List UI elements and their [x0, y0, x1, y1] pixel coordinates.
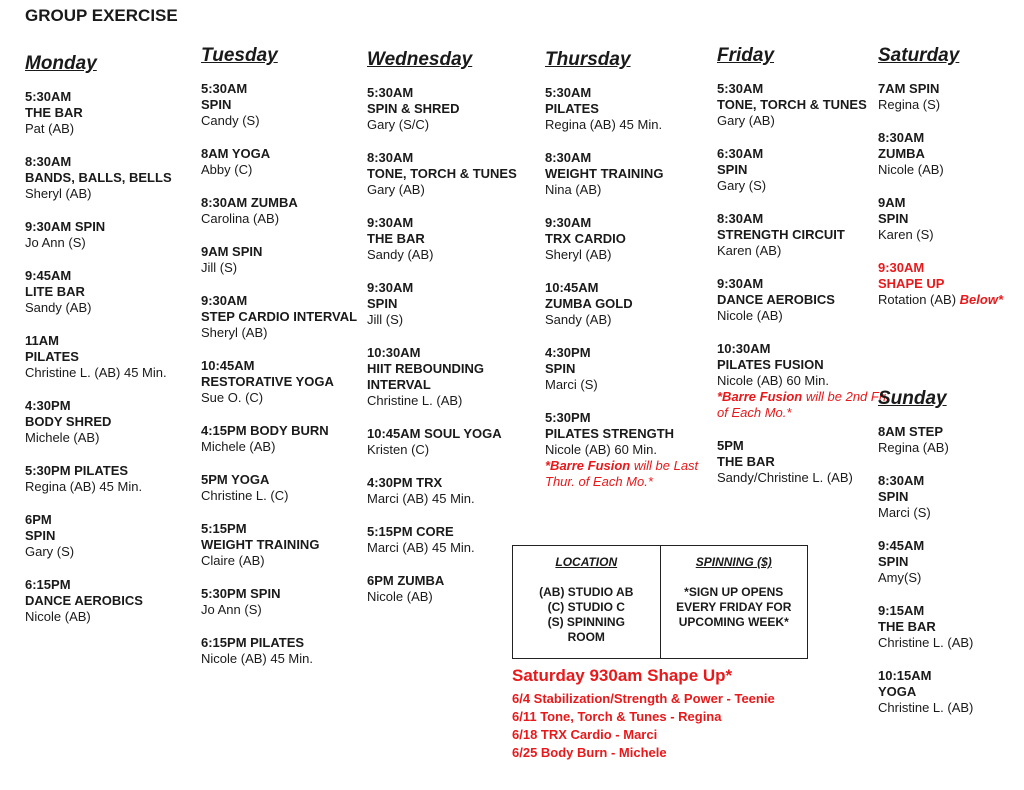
class-time: 9:30AM SPIN — [25, 219, 106, 234]
class-entry — [545, 410, 725, 490]
instructor-text: Christine L. (AB) 45 Min. — [25, 365, 167, 380]
location-line: (AB) STUDIO AB — [539, 585, 634, 599]
instructor-text: Jo Ann (S) — [201, 602, 262, 617]
class-instructor — [25, 186, 205, 202]
class-instructor — [717, 113, 897, 129]
class-time: 9:30AM — [367, 280, 414, 295]
class-time: 8:30AM — [545, 150, 592, 165]
day-column-monday — [25, 53, 205, 642]
class-time: 4:15PM BODY BURN — [201, 423, 329, 438]
class-time: 4:30PM — [545, 345, 591, 360]
class-time: 9:15AM — [878, 603, 925, 618]
class-time: 5:15PM — [201, 521, 247, 536]
class-name: SHAPE UP — [878, 276, 945, 291]
class-name: SPIN — [878, 211, 909, 226]
class-instructor — [201, 602, 381, 618]
class-instructor — [367, 117, 547, 133]
instructor-text: Gary (S) — [717, 178, 767, 193]
class-instructor — [201, 488, 381, 504]
spinning-line: UPCOMING WEEK* — [678, 615, 789, 629]
instructor-text: Kristen (C) — [367, 442, 430, 457]
class-name: ZUMBA — [878, 146, 925, 161]
class-instructor — [545, 377, 725, 393]
class-instructor — [201, 211, 381, 227]
class-entry — [201, 293, 381, 341]
instructor-text: Sheryl (AB) — [25, 186, 92, 201]
instructor-text: Marci (S) — [545, 377, 598, 392]
class-entry — [878, 603, 1024, 651]
instructor-text: Michele (AB) — [25, 430, 100, 445]
day-column-saturday — [878, 45, 1024, 325]
class-entry — [201, 244, 381, 276]
class-instructor — [545, 247, 725, 263]
class-entry — [717, 438, 897, 486]
class-instructor — [25, 544, 205, 560]
class-instructor — [717, 178, 897, 194]
class-entry — [878, 668, 1024, 716]
class-time: 5:30AM — [201, 81, 248, 96]
class-entry — [545, 85, 725, 133]
class-time: 10:45AM SOUL YOGA — [367, 426, 502, 441]
class-name: THE BAR — [367, 231, 425, 246]
class-name: BANDS, BALLS, BELLS — [25, 170, 172, 185]
spinning-line: *SIGN UP OPENS — [684, 585, 784, 599]
class-name: SPIN — [25, 528, 56, 543]
instructor-text: Pat (AB) — [25, 121, 75, 136]
instructor-text: Rotation (AB) — [878, 292, 960, 307]
class-instructor — [201, 439, 381, 455]
class-time: 5:30PM — [545, 410, 591, 425]
location-heading: LOCATION — [555, 555, 618, 569]
class-instructor — [25, 121, 205, 137]
class-entry — [25, 154, 205, 202]
class-entry — [545, 280, 725, 328]
class-instructor — [25, 235, 205, 251]
class-instructor — [201, 390, 381, 406]
instructor-text: Claire (AB) — [201, 553, 265, 568]
class-time: 8:30AM — [878, 473, 925, 488]
class-entry — [25, 463, 205, 495]
class-entry — [201, 358, 381, 406]
class-note — [545, 458, 725, 490]
class-entry — [717, 146, 897, 194]
day-heading: Tuesday — [201, 45, 278, 66]
instructor-text: Regina (S) — [878, 97, 941, 112]
instructor-text: Nicole (AB) — [25, 609, 91, 624]
class-time: 9:30AM — [878, 260, 925, 275]
day-heading: Saturday — [878, 45, 960, 66]
class-instructor — [878, 227, 1024, 243]
location-line: (S) SPINNING — [547, 615, 625, 629]
class-time: 9AM SPIN — [201, 244, 263, 259]
class-note-rest: will be 2nd Fri. of Each Mo.* — [717, 389, 890, 420]
class-entry — [545, 345, 725, 393]
instructor-text: Sheryl (AB) — [545, 247, 612, 262]
class-entry — [367, 215, 547, 263]
instructor-text: Abby (C) — [201, 162, 253, 177]
class-time: 8:30AM — [367, 150, 414, 165]
class-name: SPIN & SHRED — [367, 101, 460, 116]
class-time: 5:30AM — [25, 89, 72, 104]
class-time: 6PM ZUMBA — [367, 573, 445, 588]
class-entry — [717, 341, 897, 421]
class-instructor — [545, 442, 725, 458]
shape-up-item: 6/18 TRX Cardio - Marci — [512, 727, 658, 742]
instructor-text: Gary (AB) — [367, 182, 425, 197]
class-entry — [367, 426, 547, 458]
class-note-rest: will be Last Thur. of Each Mo.* — [545, 458, 699, 489]
class-name: STEP CARDIO INTERVAL — [201, 309, 358, 324]
class-time: 5:30AM — [717, 81, 764, 96]
day-column-friday — [717, 45, 897, 503]
class-instructor — [25, 365, 205, 381]
class-time: 4:30PM — [25, 398, 71, 413]
class-name: SPIN — [717, 162, 748, 177]
class-time: 6:30AM — [717, 146, 764, 161]
class-name: ZUMBA GOLD — [545, 296, 633, 311]
class-entry — [878, 260, 1024, 308]
instructor-text: Regina (AB) 45 Min. — [25, 479, 143, 494]
class-instructor — [25, 609, 205, 625]
class-entry — [878, 81, 1024, 113]
shape-up-item: 6/4 Stabilization/Strength & Power - Teenie — [512, 691, 775, 706]
class-note — [717, 389, 897, 421]
day-column-thursday — [545, 49, 725, 507]
class-entry — [367, 345, 547, 409]
class-time: 8:30AM — [25, 154, 72, 169]
class-entry — [25, 512, 205, 560]
class-entry — [25, 89, 205, 137]
class-instructor — [545, 182, 725, 198]
class-instructor — [25, 430, 205, 446]
day-column-sunday — [878, 388, 1024, 733]
class-time: 10:45AM — [545, 280, 599, 295]
shape-up-title: Saturday 930am Shape Up* — [512, 666, 733, 685]
class-entry — [201, 635, 381, 667]
spinning-legend — [660, 546, 808, 658]
class-instructor — [878, 97, 1024, 113]
instructor-text: Jo Ann (S) — [25, 235, 86, 250]
class-instructor — [717, 308, 897, 324]
page-title: GROUP EXERCISE — [25, 6, 178, 25]
class-time: 9:30AM — [201, 293, 248, 308]
class-instructor — [201, 162, 381, 178]
class-instructor — [878, 162, 1024, 178]
class-entry — [717, 211, 897, 259]
class-instructor — [717, 373, 897, 389]
class-name: PILATES — [25, 349, 79, 364]
instructor-text: Nicole (AB) — [878, 162, 944, 177]
class-time: 9AM — [878, 195, 906, 210]
class-time: 10:30AM — [367, 345, 421, 360]
class-instructor — [367, 312, 547, 328]
class-time: 5:30PM SPIN — [201, 586, 281, 601]
class-time: 5:15PM CORE — [367, 524, 454, 539]
class-time: 8:30AM — [717, 211, 764, 226]
class-entry — [25, 268, 205, 316]
location-line: (C) STUDIO C — [547, 600, 625, 614]
day-heading: Wednesday — [367, 49, 473, 70]
class-entry — [367, 475, 547, 507]
class-note-bold: *Barre Fusion — [717, 389, 803, 404]
class-name: TONE, TORCH & TUNES — [717, 97, 867, 112]
day-heading: Sunday — [878, 388, 947, 409]
class-entry — [367, 280, 547, 328]
instructor-text: Marci (AB) 45 Min. — [367, 540, 475, 555]
class-entry — [367, 150, 547, 198]
class-entry — [25, 577, 205, 625]
location-legend — [513, 546, 660, 658]
class-instructor — [367, 491, 547, 507]
instructor-text: Christine L. (AB) — [367, 393, 463, 408]
class-entry — [878, 195, 1024, 243]
class-time: 9:30AM — [367, 215, 414, 230]
class-time: 5PM YOGA — [201, 472, 270, 487]
class-time: 9:30AM — [717, 276, 764, 291]
class-time: 11AM — [25, 333, 59, 348]
instructor-text: Karen (AB) — [717, 243, 782, 258]
class-instructor — [201, 325, 381, 341]
shape-up-item: 6/11 Tone, Torch & Tunes - Regina — [512, 709, 722, 724]
class-name: PILATES — [545, 101, 599, 116]
legend-box — [512, 545, 808, 659]
class-name: SPIN — [878, 554, 909, 569]
instructor-text: Sandy (AB) — [545, 312, 612, 327]
class-time: 9:45AM — [25, 268, 72, 283]
instructor-text: Marci (AB) 45 Min. — [367, 491, 475, 506]
spinning-heading: SPINNING ($) — [695, 555, 772, 569]
class-entry — [717, 81, 897, 129]
class-name: THE BAR — [25, 105, 83, 120]
class-entry — [201, 521, 381, 569]
class-instructor — [367, 247, 547, 263]
class-time: 4:30PM TRX — [367, 475, 443, 490]
class-name: STRENGTH CIRCUIT — [717, 227, 845, 242]
class-time: 10:30AM — [717, 341, 771, 356]
class-name: THE BAR — [717, 454, 775, 469]
instructor-text: Christine L. (C) — [201, 488, 289, 503]
class-entry — [878, 538, 1024, 586]
class-instructor — [201, 651, 381, 667]
shape-up-item: 6/25 Body Burn - Michele — [512, 745, 667, 760]
class-instructor — [25, 479, 205, 495]
class-instructor — [545, 312, 725, 328]
day-column-wednesday — [367, 49, 547, 622]
class-entry — [878, 424, 1024, 456]
class-name: TRX CARDIO — [545, 231, 626, 246]
instructor-text: Sheryl (AB) — [201, 325, 268, 340]
instructor-text: Nicole (AB) 60 Min. — [545, 442, 657, 457]
day-column-tuesday — [201, 45, 381, 684]
class-name: HIIT REBOUNDING INTERVAL — [367, 361, 484, 392]
class-entry — [201, 586, 381, 618]
instructor-text: Regina (AB) 45 Min. — [545, 117, 663, 132]
class-name: PILATES STRENGTH — [545, 426, 675, 441]
class-entry — [201, 195, 381, 227]
class-instructor — [25, 300, 205, 316]
instructor-text: Nicole (AB) — [367, 589, 433, 604]
instructor-text: Gary (S) — [25, 544, 75, 559]
class-time: 5PM — [717, 438, 744, 453]
class-entry — [717, 276, 897, 324]
spinning-line: EVERY FRIDAY FOR — [676, 600, 792, 614]
class-name: WEIGHT TRAINING — [545, 166, 664, 181]
instructor-text: Michele (AB) — [201, 439, 276, 454]
class-name: WEIGHT TRAINING — [201, 537, 320, 552]
class-instructor — [367, 442, 547, 458]
instructor-text: Marci (S) — [878, 505, 931, 520]
instructor-text: Sandy/Christine L. (AB) — [717, 470, 853, 485]
class-entry — [878, 473, 1024, 521]
class-entry — [201, 146, 381, 178]
class-instructor — [367, 182, 547, 198]
instructor-text: Jill (S) — [201, 260, 238, 275]
class-instructor — [367, 393, 547, 409]
class-name: YOGA — [878, 684, 917, 699]
instructor-text: Carolina (AB) — [201, 211, 280, 226]
class-note-bold: *Barre Fusion — [545, 458, 631, 473]
class-time: 6:15PM PILATES — [201, 635, 305, 650]
class-time: 6:15PM — [25, 577, 71, 592]
instructor-text: Christine L. (AB) — [878, 635, 974, 650]
class-entry — [201, 81, 381, 129]
class-instructor — [878, 292, 1024, 308]
instructor-text: Sandy (AB) — [367, 247, 434, 262]
instructor-text: Regina (AB) — [878, 440, 949, 455]
class-name: BODY SHRED — [25, 414, 112, 429]
class-entry — [201, 472, 381, 504]
class-time: 8AM YOGA — [201, 146, 271, 161]
class-instructor — [717, 470, 897, 486]
class-time: 7AM SPIN — [878, 81, 940, 96]
class-instructor — [717, 243, 897, 259]
class-name: THE BAR — [878, 619, 936, 634]
instructor-text: Gary (S/C) — [367, 117, 430, 132]
instructor-text: Nicole (AB) 45 Min. — [201, 651, 313, 666]
instructor-text: Amy(S) — [878, 570, 922, 585]
class-name: SPIN — [367, 296, 398, 311]
class-instructor — [201, 260, 381, 276]
instructor-text: Nina (AB) — [545, 182, 602, 197]
class-name: TONE, TORCH & TUNES — [367, 166, 517, 181]
class-entry — [545, 150, 725, 198]
class-name: DANCE AEROBICS — [25, 593, 143, 608]
class-time: 6PM — [25, 512, 52, 527]
class-instructor — [878, 635, 1024, 651]
class-time: 10:45AM — [201, 358, 255, 373]
shape-up-schedule — [512, 666, 775, 762]
class-time: 5:30AM — [367, 85, 414, 100]
instructor-text: Gary (AB) — [717, 113, 775, 128]
class-time: 5:30PM PILATES — [25, 463, 129, 478]
class-name: SPIN — [878, 489, 909, 504]
class-name: PILATES FUSION — [717, 357, 824, 372]
instructor-text: Sue O. (C) — [201, 390, 264, 405]
instructor-text: Sandy (AB) — [25, 300, 92, 315]
instructor-text: Candy (S) — [201, 113, 260, 128]
class-entry — [367, 85, 547, 133]
instructor-text: Nicole (AB) 60 Min. — [717, 373, 829, 388]
instructor-note: Below* — [959, 292, 1003, 307]
class-instructor — [878, 700, 1024, 716]
class-name: SPIN — [545, 361, 576, 376]
class-instructor — [878, 440, 1024, 456]
class-name: LITE BAR — [25, 284, 85, 299]
class-time: 9:45AM — [878, 538, 925, 553]
class-name: DANCE AEROBICS — [717, 292, 835, 307]
class-entry — [25, 398, 205, 446]
instructor-text: Christine L. (AB) — [878, 700, 974, 715]
instructor-text: Nicole (AB) — [717, 308, 783, 323]
instructor-text: Karen (S) — [878, 227, 934, 242]
class-time: 8:30AM ZUMBA — [201, 195, 298, 210]
class-name: RESTORATIVE YOGA — [201, 374, 334, 389]
day-heading: Monday — [25, 53, 97, 74]
class-entry — [201, 423, 381, 455]
instructor-text: Jill (S) — [367, 312, 404, 327]
class-instructor — [878, 505, 1024, 521]
day-heading: Thursday — [545, 49, 631, 70]
class-name: SPIN — [201, 97, 232, 112]
class-instructor — [878, 570, 1024, 586]
class-entry — [878, 130, 1024, 178]
location-line: ROOM — [567, 630, 605, 644]
class-instructor — [201, 113, 381, 129]
class-time: 9:30AM — [545, 215, 592, 230]
class-instructor — [201, 553, 381, 569]
class-time: 8AM STEP — [878, 424, 944, 439]
class-entry — [25, 219, 205, 251]
class-entry — [25, 333, 205, 381]
class-entry — [545, 215, 725, 263]
class-time: 10:15AM — [878, 668, 932, 683]
class-instructor — [545, 117, 725, 133]
class-time: 5:30AM — [545, 85, 592, 100]
class-time: 8:30AM — [878, 130, 925, 145]
day-heading: Friday — [717, 45, 775, 66]
